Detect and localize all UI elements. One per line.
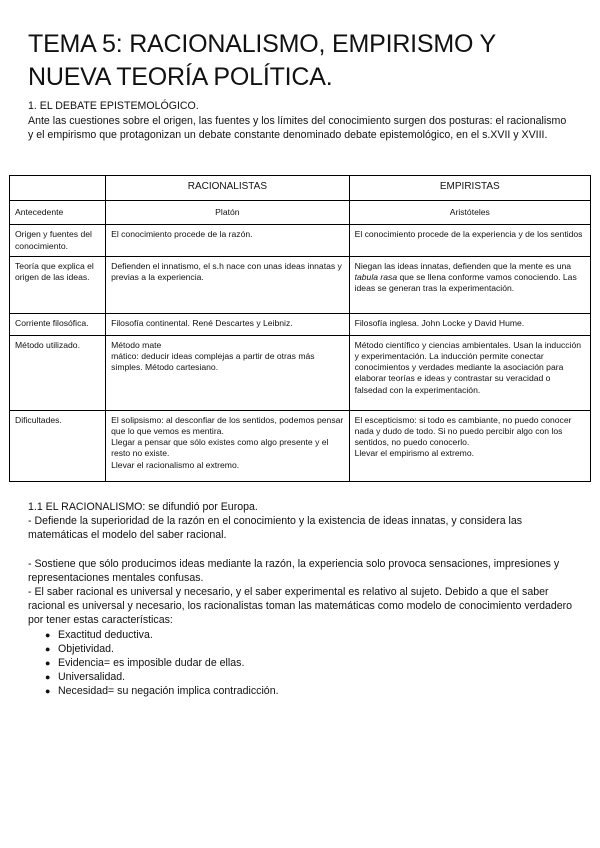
table-row-dificultades xyxy=(10,410,591,481)
comparison-table xyxy=(9,175,591,482)
row-label: Teoría que explica el origen de las ideas. xyxy=(10,256,106,313)
bullet-icon: ● xyxy=(45,686,51,697)
dificultades-emp-line-1: El escepticismo: si todo es cambiante, no puedo conocer nada y dudo de todo. Si no puedo percibir algo con los sentidos, no puedo conocerlo. xyxy=(354,414,572,448)
section-paragraph-1: - Defiende la superioridad de la razón en el conocimiento y la existencia de ideas innatas, y considera las matemáticas el modelo del saber racional. xyxy=(28,515,523,542)
metodo-line-2: mático: deducir ideas complejas a partir de otras más simples. Método cartesiano. xyxy=(111,351,315,373)
intro-section xyxy=(28,99,573,143)
list-item xyxy=(47,684,573,698)
header-empiristas: EMPIRISTAS xyxy=(349,176,590,201)
intro-heading: 1. EL DEBATE EPISTEMOLÓGICO. xyxy=(28,100,199,112)
section-paragraph-3: - El saber racional es universal y necesario, y el saber experimental es relativo al sujeto. Debido a que el saber racional es universal y necesario, los racionalistas toman las matemáticas como modelo de conocimiento verdadero por tener estas características: xyxy=(28,586,573,627)
row-label: Método utilizado. xyxy=(10,335,106,410)
dificultades-line-2: Llegar a pensar que sólo existes como algo presente y el resto no existe. xyxy=(111,437,329,459)
table-row-teoria xyxy=(10,256,591,313)
row-label: Origen y fuentes del conocimiento. xyxy=(10,225,106,256)
cell-empiristas xyxy=(349,256,590,313)
cell-empiristas: Aristóteles xyxy=(349,201,590,225)
table-row-corriente xyxy=(10,313,591,335)
cell-empiristas: Método científico y ciencias ambientales. Usan la inducción y experimentación. La inducción permite conectar conocimientos y verdades mediante la asociación para elaborar teorías e ideas y contrastar su veracidad o falsedad con la experimentación. xyxy=(349,335,590,410)
row-label: Antecedente xyxy=(10,201,106,225)
racionalismo-section xyxy=(28,500,573,699)
cell-empiristas xyxy=(349,410,590,481)
bullet-icon: ● xyxy=(45,658,51,669)
dificultades-line-3: Llevar el racionalismo al extremo. xyxy=(111,459,240,470)
cell-empiristas: Filosofía inglesa. John Locke y David Hume. xyxy=(349,313,590,335)
tabula-rasa-italic: tabula rasa xyxy=(354,272,398,283)
paragraph-gap xyxy=(28,543,573,557)
cell-racionalistas xyxy=(106,410,350,481)
cell-racionalistas: Filosofía continental. René Descartes y Leibniz. xyxy=(106,313,350,335)
intro-text: Ante las cuestiones sobre el origen, las fuentes y los límites del conocimiento surgen dos posturas: el racionalismo y el empirismo que protagonizan un debate constante denominado debate epistemológico, en el s.XVII y XVIII. xyxy=(28,114,567,142)
table-row-antecedente xyxy=(10,201,591,225)
list-item-text: Universalidad. xyxy=(58,671,126,684)
metodo-line-1: Método mate xyxy=(111,339,162,350)
list-item-text: Evidencia= es imposible dudar de ellas. xyxy=(58,657,245,670)
table-header-row xyxy=(10,176,591,201)
table-row-metodo xyxy=(10,335,591,410)
cell-racionalistas xyxy=(106,335,350,410)
bullet-icon: ● xyxy=(45,672,51,683)
title-line-2: NUEVA TEORÍA POLÍTICA. xyxy=(28,63,333,91)
title-line-1: TEMA 5: RACIONALISMO, EMPIRISMO Y xyxy=(28,30,497,58)
text-before: Niegan las ideas innatas, defienden que la mente es una xyxy=(354,260,572,271)
header-empty-cell xyxy=(10,176,106,201)
list-item-text: Exactitud deductiva. xyxy=(58,628,153,641)
section-paragraph-2: - Sostiene que sólo producimos ideas mediante la razón, la experiencia solo provoca sensaciones, impresiones y representaciones mentales confusas. xyxy=(28,557,560,584)
cell-racionalistas: El conocimiento procede de la razón. xyxy=(106,225,350,256)
cell-empiristas: El conocimiento procede de la experiencia y de los sentidos xyxy=(349,225,590,256)
row-label: Dificultades. xyxy=(10,410,106,481)
list-item-text: Necesidad= su negación implica contradicción. xyxy=(58,685,279,698)
row-label: Corriente filosófica. xyxy=(10,313,106,335)
list-item xyxy=(47,670,573,684)
bullet-icon: ● xyxy=(45,643,51,654)
dificultades-line-1: El solipsismo: al desconfiar de los sentidos, podemos pensar que lo que vemos es mentira. xyxy=(111,414,344,437)
bullet-icon: ● xyxy=(45,629,51,640)
list-item xyxy=(47,642,573,656)
cell-racionalistas: Platón xyxy=(106,201,350,225)
characteristics-list xyxy=(28,628,573,699)
list-item-text: Objetividad. xyxy=(58,642,114,655)
page-title xyxy=(28,28,573,94)
header-racionalistas: RACIONALISTAS xyxy=(106,176,350,201)
list-item xyxy=(47,628,573,642)
cell-racionalistas: Defienden el innatismo, el s.h nace con unas ideas innatas y previas a la experiencia. xyxy=(106,256,350,313)
section-heading: 1.1 EL RACIONALISMO: se difundió por Europa. xyxy=(28,501,258,513)
list-item xyxy=(47,656,573,670)
text-after: que se llena conforme vamos conociendo. Las ideas se generan tras la experimentación. xyxy=(354,272,577,294)
table-row-origen xyxy=(10,225,591,256)
dificultades-emp-line-2: Llevar el empirismo al extremo. xyxy=(354,448,475,459)
